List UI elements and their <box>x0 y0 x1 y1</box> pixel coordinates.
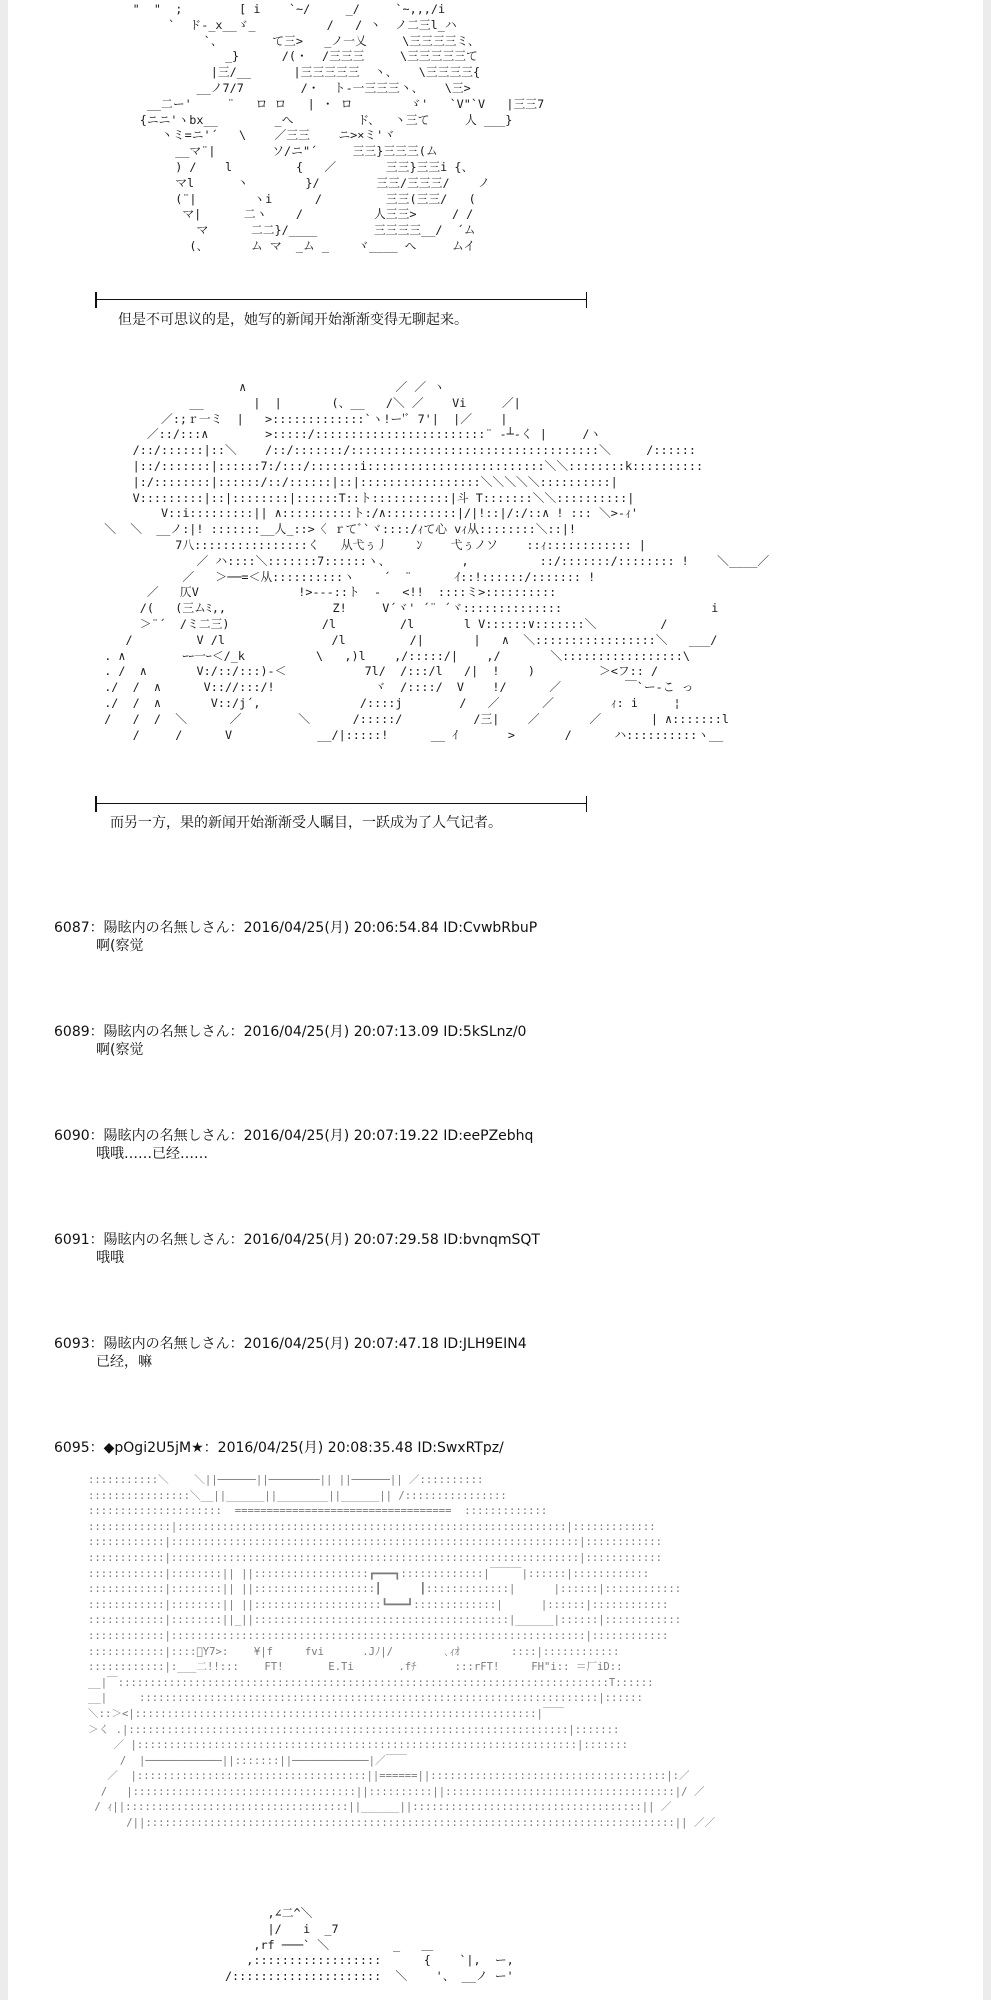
ascii-art-character-3: ,∠二^＼ |/ i _7 ,rf ───` ＼ _ ＿ ,:::::::::::::::::: { `|, ー, /::::::::::::::::::::: ＼ '、 __ノ ー' <box>224 1906 514 1984</box>
post-header: 6091：陽眩内の名無しさん：2016/04/25(月) 20:07:29.58 ID:bvnqmSQT <box>54 1232 540 1248</box>
ascii-art-character-1: " " ; [ i `~/ _/ `~,,,/i ` ド-_x__ゞ_ / / 丶 ノ二三l_ハ `、 て三> _ノ一乂 \三三三三ミ、 _} /(・ /三三三 \三三三三三て |三/__ |三三三三三 丶、 \三三三三{ __ノ7/7 /・ ト-一三三三丶、 \三> __二ー' ¨ ロ ロ | ・ ロ ゞ' `V"`V |三三7 {ニニ'ヽbx__ _へ ド、 丶三て 人 ___} 丶ミ=ニ'´ \ ／三三 ニ>×ミ'ヾ __マ¨| ソ/ニ"´ 三三}三三三(ム ) / l { ／ 三三}三三i {、 マl 丶 }/ 三三/三三三/ ノ (¨| ヽi / 三三(三三/ ( マ| 二ヽ / 人三三> / / マ 二二}/____ 三三三三__/ ´ム (、 ム マ _ム _ ヾ____ へ ムイ <box>132 2 545 253</box>
post-body: 啊(察觉 <box>96 938 144 954</box>
author-post-header: 6095：◆pOgi2U5jM★：2016/04/25(月) 20:08:35.48 ID:SwxRTpz/ <box>54 1440 504 1456</box>
thread-page <box>8 0 983 2000</box>
post-body: 哦哦……已经…… <box>96 1146 208 1162</box>
post-body: 哦哦 <box>96 1250 124 1266</box>
post-body: 啊(察觉 <box>96 1042 144 1058</box>
ascii-art-character-2: ∧ ／ ／ ヽ __ | | (、__ /＼ ／ Vi ／| ／:;ｒ一ミ | >:::::::::::::`ヽ!ー'ﾞ 7'| |／ | ／::/:::∧ >:::::/::::::::::::::::::::::::¨ ‐┴‐く | /ヽ /::/::::::|::＼ /::/:::::::/:::::::::::::::::::::::::::::::::::＼ /:::::: |::/:::::::|::::::7:/:::/:::::::i:::::::::::::::::::::::::＼＼::::::::k:::::::::: |:/::::::::|::::::/::/::::::|::|:::::::::::::::::＼＼＼＼＼::::::::::| V:::::::::|::|::::::::|::::::T::ト:::::::::::|斗 T:::::::＼＼::::::::::| V::i:::::::::|| ∧::::::::::ト:/∧::::::::::|/|!::|/:/::∧ ! ::: ＼>-ｨ' ＼ ＼ __ノ:|! :::::::__人_::>〈 ｒてﾞ`ヾ::::/ｨて心 vｨ从::::::::＼::|! 7八::::::::::::::::く 从弋ぅ丿 ﾝ 弋ぅノソ ::ｨ:::::::::::: | ／ ハ::::＼:::::::7::::::ヽ、 , ::/:::::::/:::::::: ! ＼____／ ／ ＞──=＜从::::::::::ヽ ´ ¨ ｲ::!::::::/::::::: ! ／ 仄V !>---::ト - <!! ::::ミ>:::::::::: /( (三ムﾐ,, Z! V´ヾ' ´¨ ´ヾ:::::::::::::: i ＞¨´ /ミ二三) /l /l l V::::::∨:::::::＼ / / V /l /l /| | ∧ ＼:::::::::::::::::＼ ___/ . ∧ ｰｰ一ｰ＜/_k \ ,)l ,/:::::/| ,/ ＼:::::::::::::::::\ . / ∧ V:/::/:::)-＜ 7l/ /:::/l /| ! ) ＞<フ:: / ./ / ∧ V:://:::/! ヾ /::::/ V !/ ／ ￣`ー‐こ っ ./ / ∧ V::/j´, /::::j / ／ ／ ｨ: i ¦ / / / ＼ ／ ＼ /:::::/ /三| ／ ／ | ∧:::::::l / / V __/|:::::! __ ｲ > / ハ::::::::::ヽ__ <box>104 380 770 742</box>
ascii-art-building: :::::::::::＼ ＼||──────||────────|| ||──────|| ／:::::::::: ::::::::::::::::＼__||______||________||______|| /:::::::::::::::: ::::::::::::::::::::: ================================== ::::::::::::: :::::::::::::|:::::::::::::::::::::::::::::::::::::::::::::::::::::::::::::|::::::::::::: ::::::::::::|::::::::::::::::::::::::::::::::::::::::::::::::::::::::::::::::|:::::::::::: ::::::::::::|::::::::::::::::::::::::::::::::::::::::::::::::::::::::::::::::|:::::::::::: ::::::::::::|::::::::|| ||::::::::::::::::::┏━━━┓:::::::::::::|￣￣￣|::::::|:::::::::::: ::::::::::::|::::::::|| ||:::::::::::::::::::┃ ┃:::::::::::::| |::::::|:::::::::::: ::::::::::::|::::::::|| ||::::::::::::::::::::┗━━━┛:::::::::::::| |::::::|:::::::::::: ::::::::::::|::::::::||_||::::::::::::::::::::::::::::::::::::::::|______|::::::|:::::::::::: ::::::::::::|:::::::::::::::::::::::::::::::::::::::::::::::::::::::::::::::::|:::::::::::: ::::::::::::|::::ﾞY7>: ¥|f fvi .Jﾉ|/ ､ｨｵ ::::|:::::::::::: ::::::::::::|:___二!!::: FT! E.Ti .fﾁ :::rFT! FH"i:: ＝厂iD:: __|￣:::::::::::::::::::::::::::::::::::::::::::::::::::::::::::::::::::::::::::::T:::::: __| ::::::::::::::::::::::::::::::::::::::::::::::::::::::::::::::::::::::::|:::::: ＼::＞<|:::::::::::::::::::::::::::::::::::::::::::::::::::::::::::::::|￣￣ ＞く .|:::::::::::::::::::::::::::::::::::::::::::::::::::::::::::::::::::::|::::::: ／ |:::::::::::::::::::::::::::::::::::::::::::::::::::::::::::::::::::::|::::::: / |────────────||:::::::||────────────|／￣￣ ／ |::::::::::::::::::::::::::::::::::::||======||:::::::::::::::::::::::::::::::::::::|:／ / |:::::::::::::::::::::::::::::::::::||::::::::::||::::::::::::::::::::::::::::::::::::|/ ／ / ｨ||:::::::::::::::::::::::::::::::::::||______||::::::::::::::::::::::::::::::::::::|| ／ /||:::::::::::::::::::::::::::::::::::::::::::::::::::::::::::::::::::::::::::::::::::|| ／／ <box>88 1474 716 1830</box>
narration-caption-1: 但是不可思议的是，她写的新闻开始渐渐变得无聊起来。 <box>118 312 468 328</box>
post-body: 已经，嘛 <box>96 1354 152 1370</box>
post-header: 6093：陽眩内の名無しさん：2016/04/25(月) 20:07:47.18 ID:JLH9EIN4 <box>54 1336 527 1352</box>
post-header: 6087：陽眩内の名無しさん：2016/04/25(月) 20:06:54.84 ID:CvwbRbuP <box>54 920 538 936</box>
post-header: 6090：陽眩内の名無しさん：2016/04/25(月) 20:07:19.22 ID:eePZebhq <box>54 1128 534 1144</box>
narration-caption-2: 而另一方，果的新闻开始渐渐受人瞩目，一跃成为了人气记者。 <box>110 815 502 831</box>
art-divider-2 <box>95 803 587 804</box>
art-divider-1 <box>95 299 587 300</box>
post-header: 6089：陽眩内の名無しさん：2016/04/25(月) 20:07:13.09 ID:5kSLnz/0 <box>54 1024 527 1040</box>
